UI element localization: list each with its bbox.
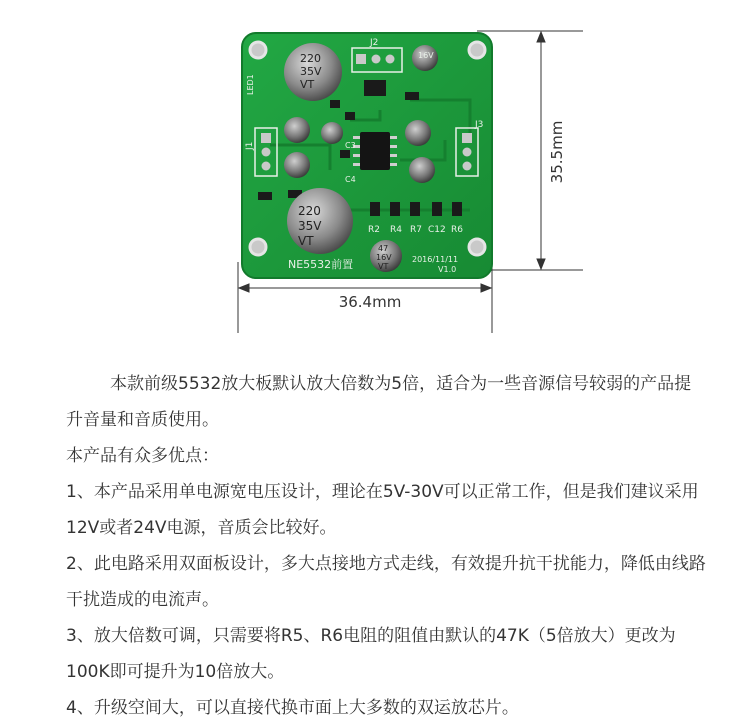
product-figure: [0, 0, 750, 345]
svg-text:R6: R6: [451, 225, 463, 235]
svg-text:VT: VT: [298, 234, 314, 248]
advantage-point-4: 4、升级空间大，可以直接代换市面上大多数的双运放芯片。: [66, 698, 519, 718]
svg-text:47: 47: [378, 244, 389, 253]
svg-text:R4: R4: [390, 225, 402, 235]
mounting-hole: [469, 42, 485, 58]
advantage-point-3: 3、放大倍数可调，只需要将R5、R6电阻的阻值由默认的47K（5倍放大）更改为100K即可提升为10倍放大。: [66, 626, 676, 682]
product-description: [66, 366, 706, 726]
svg-text:VT: VT: [378, 262, 389, 271]
svg-text:220: 220: [300, 52, 321, 65]
svg-text:C4: C4: [345, 175, 356, 184]
board-version-label: V1.0: [438, 265, 457, 274]
intro-paragraph: 本款前级5532放大板默认放大倍数为5倍，适合为一些音源信号较弱的产品提升音量和音质使用。: [66, 374, 692, 430]
svg-text:35V: 35V: [300, 65, 322, 78]
small-cap-top-label: 16V: [418, 51, 434, 60]
width-dimension-label: 36.4mm: [338, 293, 402, 311]
svg-text:J2: J2: [370, 38, 379, 48]
mounting-hole: [250, 239, 266, 255]
svg-text:R2: R2: [368, 225, 380, 235]
small-capacitor-bottom: [370, 240, 402, 272]
svg-text:R7: R7: [410, 225, 422, 235]
svg-text:VT: VT: [300, 78, 315, 91]
mounting-hole: [469, 239, 485, 255]
pcb-illustration: [0, 0, 750, 345]
mounting-hole: [250, 42, 266, 58]
svg-text:220: 220: [298, 204, 321, 218]
large-capacitor-top: [284, 43, 342, 101]
svg-text:J3: J3: [475, 120, 484, 130]
svg-text:J1: J1: [245, 141, 255, 150]
large-capacitor-bottom: [287, 188, 353, 254]
board-name-label: NE5532前置: [288, 258, 354, 271]
advantages-heading: 本产品有众多优点：: [66, 446, 219, 466]
svg-text:35V: 35V: [298, 219, 322, 233]
svg-text:C12: C12: [428, 225, 446, 235]
pcb-board: [242, 33, 492, 278]
svg-text:16V: 16V: [376, 253, 392, 262]
board-date-label: 2016/11/11: [412, 255, 459, 264]
advantage-point-1: 1、本产品采用单电源宽电压设计，理论在5V-30V可以正常工作，但是我们建议采用12V或者24V电源，音质会比较好。: [66, 482, 699, 538]
svg-text:C3: C3: [345, 141, 356, 150]
height-dimension-label: 35.5mm: [548, 120, 566, 184]
transistor-chip: [364, 80, 386, 96]
led-label: LED1: [246, 74, 255, 95]
advantage-point-2: 2、此电路采用双面板设计，多大点接地方式走线，有效提升抗干扰能力，降低由线路干扰造成的电流声。: [66, 554, 706, 610]
